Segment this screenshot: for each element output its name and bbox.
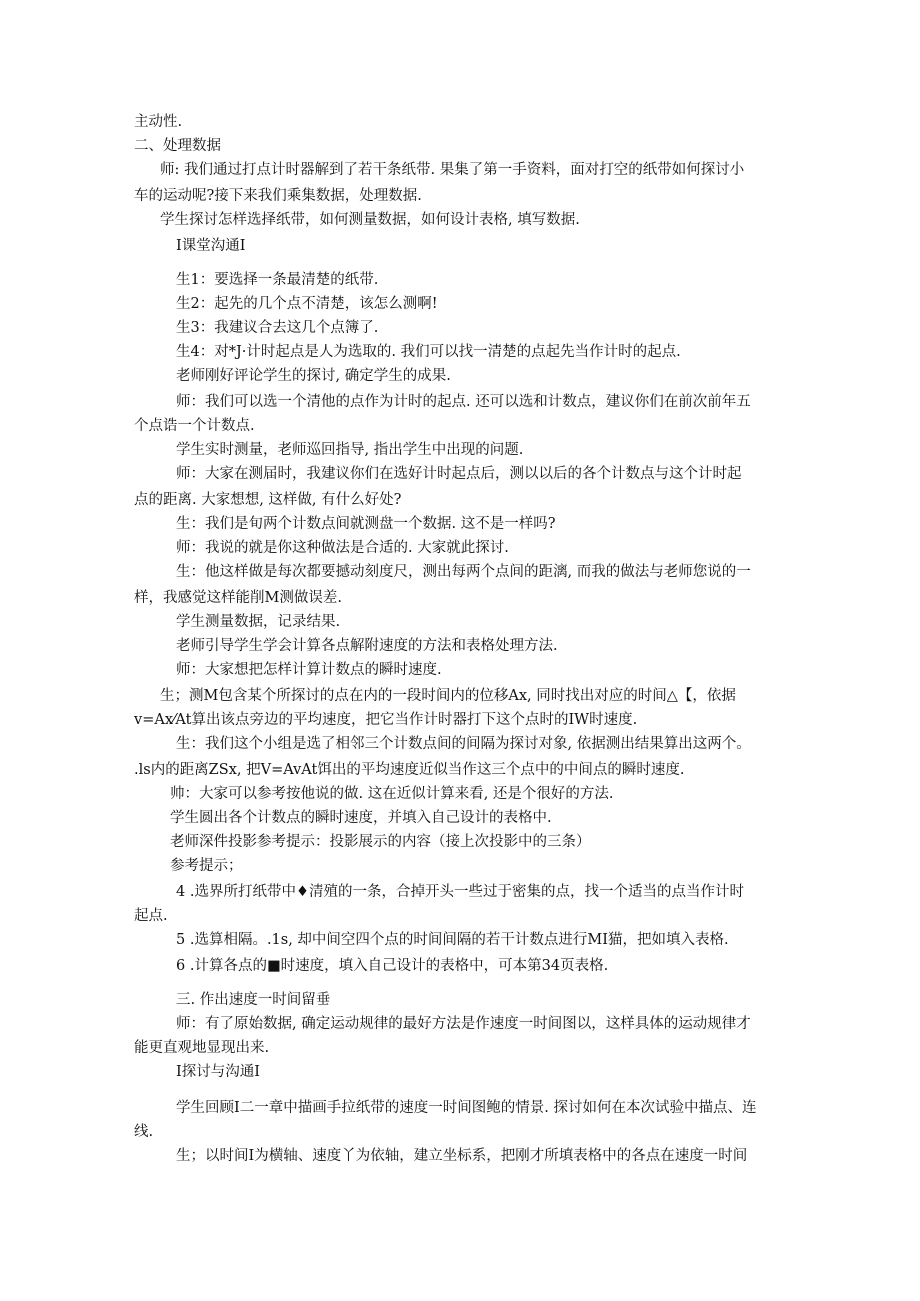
text-line: 生4：对*J·计时起点是人为选取的. 我们可以找一清楚的点起先当作计时的起点.: [176, 344, 681, 360]
text-line: 点的距离. 大家想想, 这样做, 有什么好处?: [134, 492, 402, 508]
text-line: 个点诰一个计数点.: [134, 418, 255, 434]
text-line: .ls内的距离ZSx, 把V=AvAt饵出的平均速度近似当作这三个点中的中间点的瞬时速度.: [134, 762, 685, 778]
text-line: 师：大家在测届时，我建议你们在选好计时起点后，测以以后的各个计数点与这个计时起: [176, 466, 742, 482]
list-item: 5 .选算相隔。.1s, 却中间空四个点的时间间隔的若干计数点进行MI猫，把如填入表格.: [176, 932, 729, 948]
text-line: 生2：起先的几个点不清楚，该怎么测啊!: [176, 296, 438, 312]
section-heading: 二、处理数据: [134, 138, 221, 154]
text-line: 参考提示；: [170, 858, 243, 874]
text-line: 样，我感觉这样能削M测做误差.: [134, 590, 342, 606]
section-heading: 三. 作出速度一时间留垂: [176, 992, 331, 1008]
text-line: 师：有了原始数据, 确定运动规律的最好方法是作速度一时间图以，这样具体的运动规律才: [176, 1016, 751, 1032]
text-line: 老师引导学生学会计算各点解附速度的方法和表格处理方法.: [176, 638, 558, 654]
text-line: v=Ax⁄At算出该点旁边的平均速度，把它当作计时器打下这个点时的IW时速度.: [134, 712, 638, 728]
text-line: 生：他这样做是每次都要撼动刻度尺，测出每两个点间的距漓, 而我的做法与老师您说的一: [176, 564, 751, 580]
text-line: 帅：大家可以参考按他说的做. 这在近似计算来看, 还是个很好的方法.: [170, 786, 614, 802]
text-line: 生；以时间I为横轴、速度丫为依轴，建立坐标系，把刚才所填表格中的各点在速度一时间: [176, 1148, 748, 1164]
text-line: 起点.: [134, 908, 168, 924]
text-line: 老师刚好评论学生的探讨, 确定学生的成果.: [176, 368, 451, 384]
list-item: 4 .选界所打纸带中♦清殖的一条，合掉开头一些过于密集的点，找一个适当的点当作计时: [176, 884, 744, 900]
text-line: 能更直观地显现出来.: [134, 1040, 270, 1056]
text-line: 师：大家想把怎样计算计数点的瞬时速度.: [176, 662, 442, 678]
text-line: 生3：我建议合去这几个点簿了.: [176, 320, 379, 336]
text-line: 学生探讨怎样选择纸带，如何测量数据，如何设计表格, 填写数据.: [160, 212, 580, 228]
text-line: 学生测量数据，记录结果.: [176, 614, 341, 630]
text-line: 生1：要选择一条最清楚的纸带.: [176, 272, 379, 288]
text-line: 学生圆出各个计数点的瞬时速度，并填入自己设计的表格中.: [170, 810, 552, 826]
subsection-heading: I探讨与沟通I: [176, 1064, 260, 1080]
text-line: 老师深件投影参考提示：投影展示的内容（接上次投影中的三条）: [170, 834, 591, 850]
subsection-heading: I课堂沟通I: [176, 238, 246, 254]
text-line: 师：我说的就是你这种做法是合适的. 大家就此探讨.: [176, 540, 509, 556]
text-line: 主动性.: [134, 114, 183, 130]
list-item: 6 .计算各点的■时速度，填入自己设计的表格中，可本第34页表格.: [176, 958, 609, 974]
text-line: 生：我们这个小组是选了相邻三个计数点间的间隔为探讨对象, 依据测出结果算出这两个。: [176, 736, 751, 752]
text-line: 线.: [134, 1124, 154, 1140]
text-line: 学生回顾I二一章中描画手拉纸带的速度一时间图鲍的情景. 探讨如何在本次试验中描点、连: [176, 1100, 757, 1116]
text-line: 学生实时测量，老师巡回指导, 指出学生中出现的问题.: [176, 442, 524, 458]
text-line: 师：我们可以选一个清他的点作为计时的起点. 还可以选和计数点，建议你们在前次前年五: [176, 394, 751, 410]
text-line: 生；测M包含某个所探讨的点在内的一段时间内的位移Ax, 同时找出对应的时间△【，依据: [160, 688, 736, 704]
text-line: 师: 我们通过打点计时器解到了若干条纸带. 果集了第一手资料，面对打空的纸带如何探讨小: [160, 162, 745, 178]
text-line: 生：我们是旬两个计数点间就测盘一个数据. 这不是一样吗?: [176, 516, 556, 532]
text-line: 车的运动呢?接下来我们乘集数据，处理数据.: [134, 188, 422, 204]
